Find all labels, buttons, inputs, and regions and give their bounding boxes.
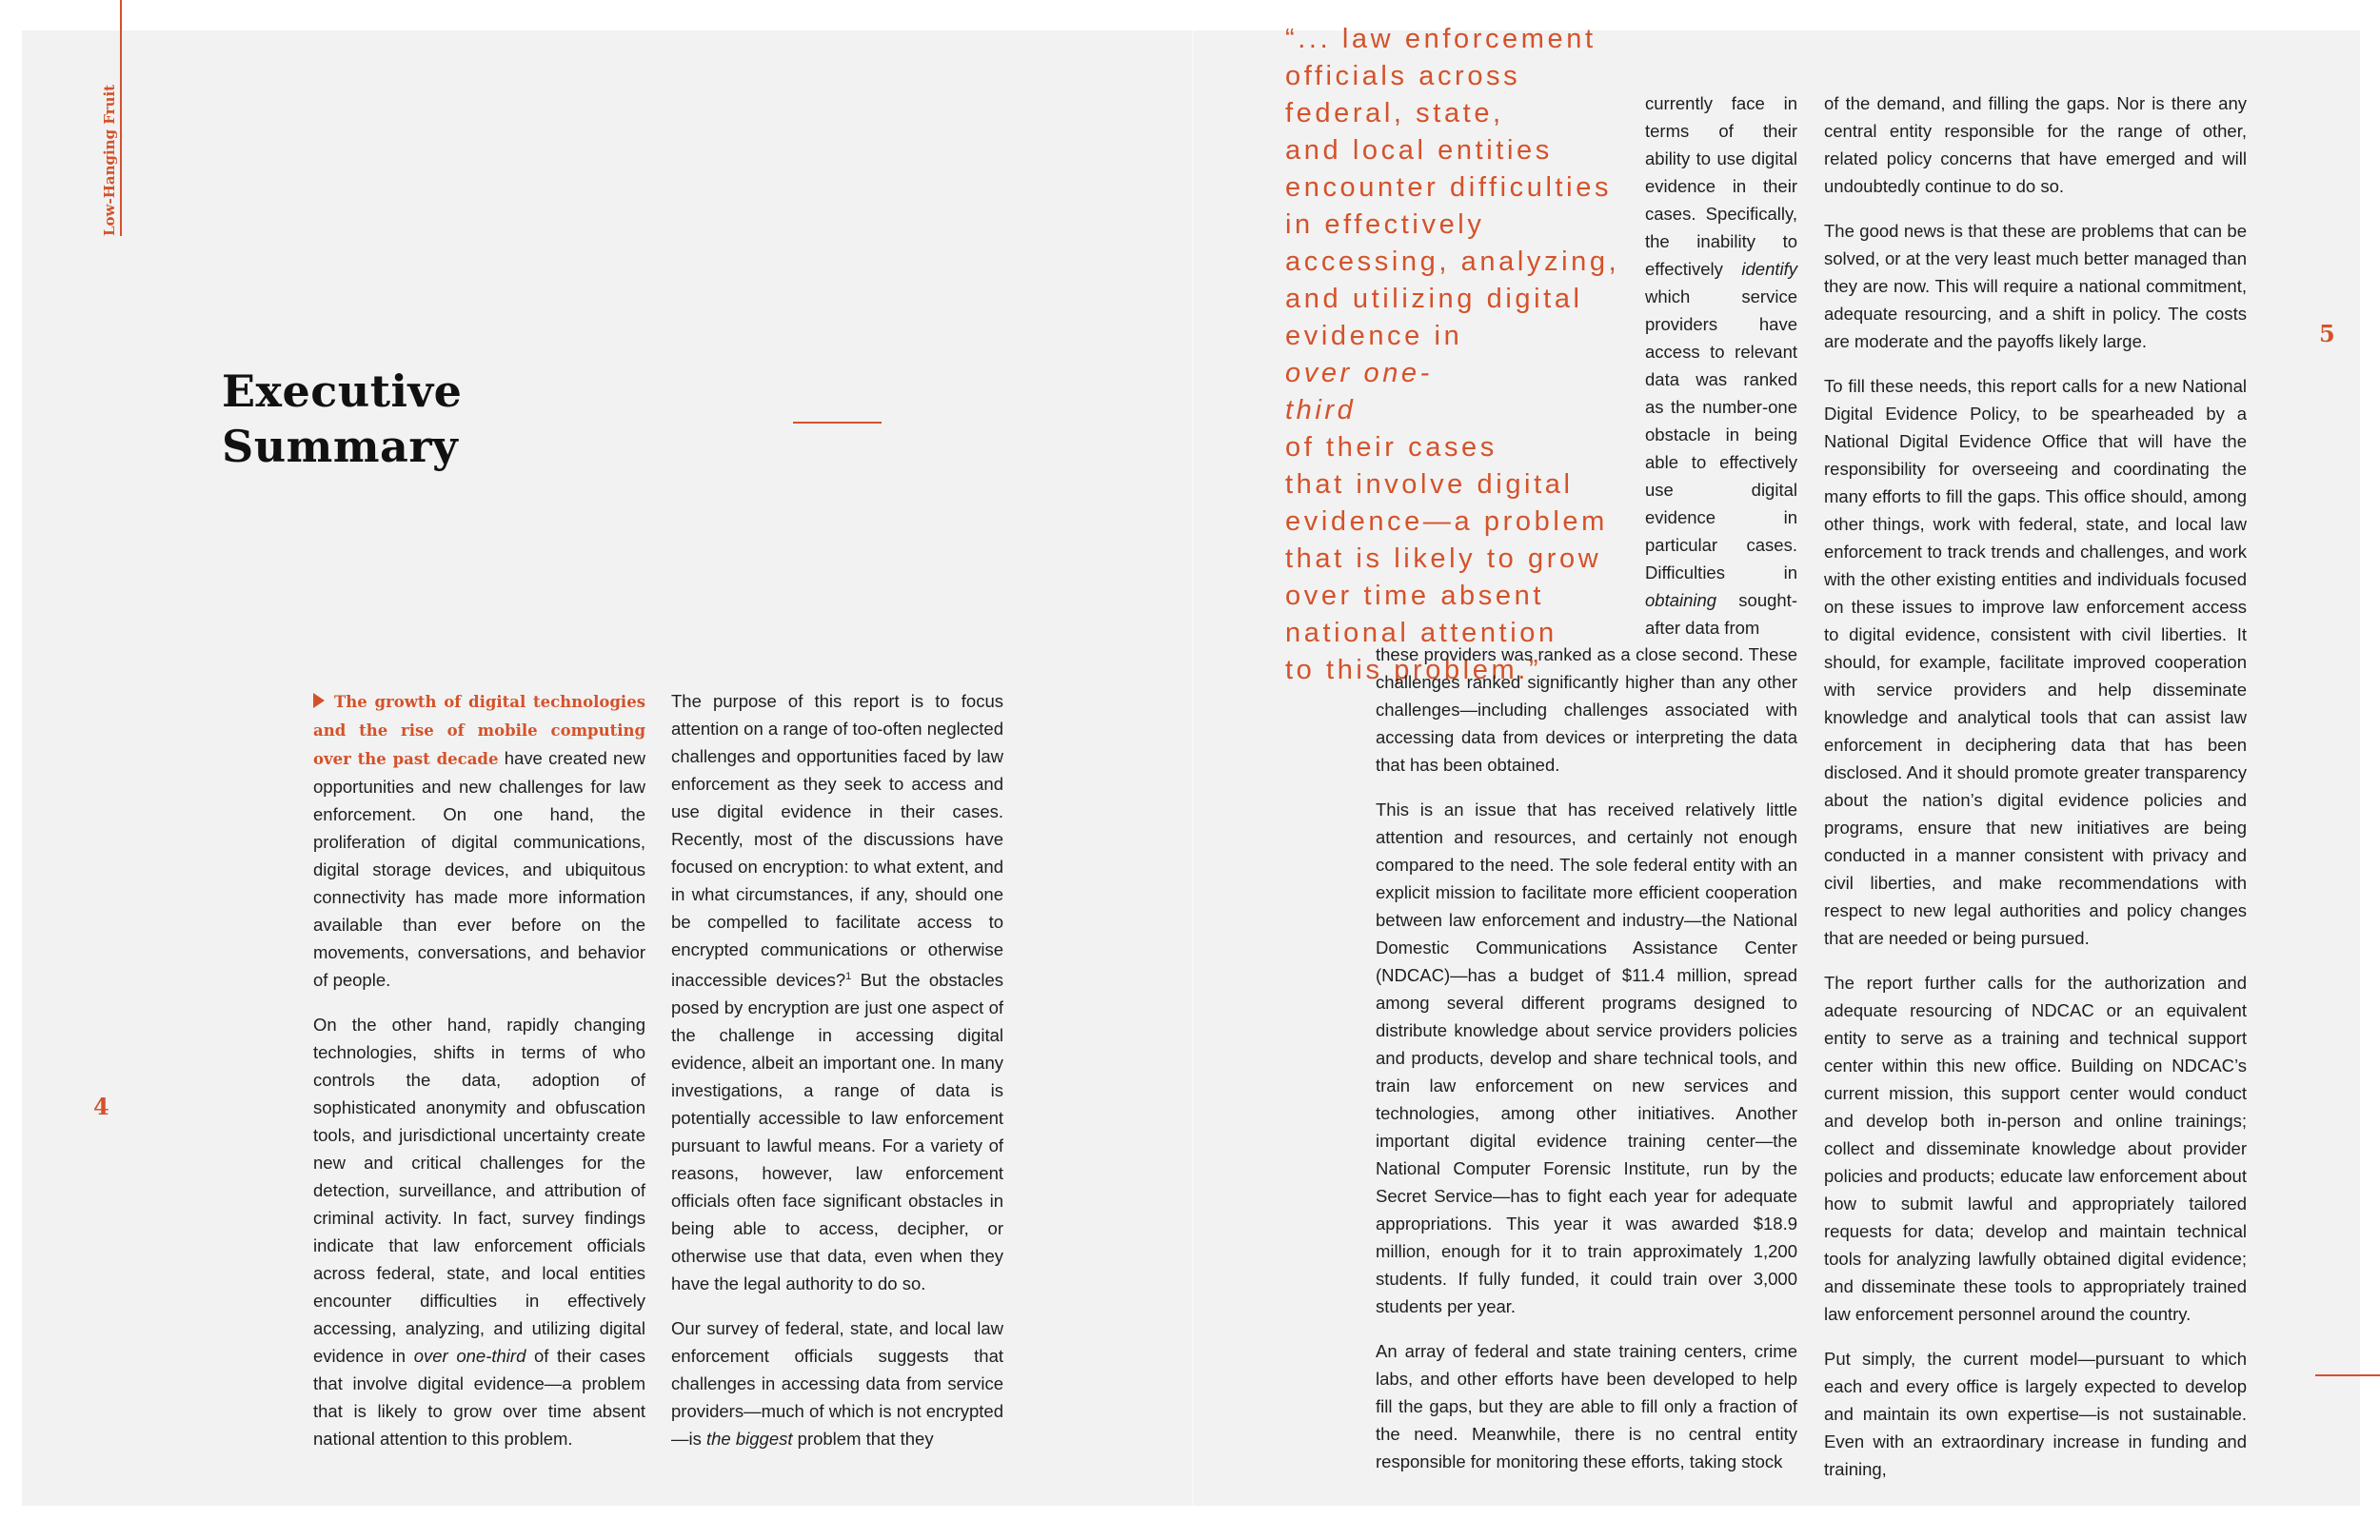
running-head-rule xyxy=(120,0,122,236)
quote-emphasis: over one- xyxy=(1285,358,1433,388)
lead-in: The growth of digital technologies and the rise of mobile computing over the past decade xyxy=(313,693,645,768)
quote-line: “... law enforcement xyxy=(1285,24,1597,54)
quote-line: federal, state, xyxy=(1285,98,1504,128)
emphasis: over one-third xyxy=(413,1346,526,1366)
pull-quote xyxy=(1285,21,1647,689)
paragraph-text: On the other hand, rapidly changing technologies, shifts in terms of who controls the data, adoption of sophisticated anonymity and obfuscation tools, and jurisdictional uncertainty create new and critical challenges for the detection, surveillance, and attribution of criminal activity. In fact, survey findings indicate that law enforcement officials across federal, state, and local entities encounter difficulties in effectively accessing, analyzing, and utilizing digital evidence in xyxy=(313,1015,645,1366)
column-1 xyxy=(313,687,645,1470)
page-number-left: 4 xyxy=(93,1093,109,1120)
paragraph: The report further calls for the authorization and adequate resourcing of NDCAC or an equivalent entity to serve as a training and technical support center within this new office. Building on NDCAC’s current mission, this support center would conduct and develop both in-person and online trainings; collect and disseminate knowledge about provider policies and products; educate law enforcement about how to submit lawful and appropriately tailored requests for data; develop and maintain technical tools for analyzing lawfully obtained digital evidence; and disseminate these tools to appropriately trained law enforcement personnel around the country. xyxy=(1824,973,2247,1324)
margin-rule xyxy=(2315,1374,2380,1376)
paragraph xyxy=(313,1011,645,1452)
title-line-1: Executive xyxy=(222,365,463,417)
paragraph-text: sought-after data from xyxy=(1645,590,1797,638)
quote-line: and local entities xyxy=(1285,135,1553,166)
paragraph-text: problem that they xyxy=(792,1429,934,1450)
paragraph xyxy=(671,687,1003,1297)
paragraph: The good news is that these are problems that can be solved, or at the very least much better managed than they are now. This will require a national commitment, adequate resourcing, and a shift in policy. The costs are moderate and the payoffs likely large. xyxy=(1824,221,2247,351)
quote-line: officials across xyxy=(1285,61,1521,91)
title-rule xyxy=(793,422,882,424)
quote-line: over time absent xyxy=(1285,581,1544,611)
quote-line: national attention xyxy=(1285,618,1557,648)
quote-line: that is likely to grow xyxy=(1285,543,1602,574)
quote-line: encounter difficulties xyxy=(1285,172,1613,203)
paragraph-text: Our survey of federal, state, and local law enforcement officials suggests that challenges in accessing data from service providers—much of which is not encrypted—is xyxy=(671,1318,1003,1450)
gutter xyxy=(1192,30,1194,1506)
emphasis: the biggest xyxy=(706,1429,793,1450)
quote-line xyxy=(1285,392,1647,466)
quote-text: evidence in xyxy=(1285,321,1463,351)
paragraph-text: The purpose of this report is to focus attention on a range of too-often neglected challenges and opportunities faced by law enforcement as they seek to access and use digital evidence in their cases. Recently, most of the discussions have focused on encryption: to what extent, and in what circumstances, if any, should one be compelled to facilitate access to encrypted communications or otherwise inaccessible devices? xyxy=(671,691,1003,991)
quote-line: accessing, analyzing, xyxy=(1285,247,1620,277)
quote-line: and utilizing digital xyxy=(1285,284,1583,314)
running-head: Low-Hanging Fruit xyxy=(101,84,118,236)
paragraph: Put simply, the current model—pursuant to which each and every office is largely expected to develop and maintain its own expertise—is not sustainable. Even with an extraordinary increase in funding and training, xyxy=(1824,1349,2247,1479)
page-title xyxy=(222,364,462,474)
emphasis: identify xyxy=(1741,259,1797,279)
quote-emphasis: third xyxy=(1285,395,1357,425)
column-2 xyxy=(671,687,1003,1470)
column-3-wrap xyxy=(1645,89,1797,642)
footnote-ref[interactable]: 1 xyxy=(845,971,852,982)
paragraph-text: have created new opportunities and new challenges for law enforcement. On one hand, the proliferation of digital communications, digital storage devices, and ubiquitous connectivity has made more information available than ever before on the movements, conversations, and behavior of people. xyxy=(313,748,645,990)
paragraph: these providers was ranked as a close second. These challenges ranked significantly higher than any other challenges—including challenges associated with accessing data from devices or interpreting the data that has been obtained. xyxy=(1376,644,1797,775)
quote-line: to this problem.” xyxy=(1285,655,1542,685)
paragraph-text: But the obstacles posed by encryption are just one aspect of the challenge in accessing digital evidence, albeit an important one. In many investigations, a range of data is potentially accessible to law enforcement pursuant to lawful means. For a variety of reasons, however, law enforcement officials often face significant obstacles in being able to access, decipher, or otherwise use that data, even when they have the legal authority to do so. xyxy=(671,970,1003,1294)
paragraph: An array of federal and state training centers, crime labs, and other efforts have been developed to help fill the gaps, but they are able to fill only a fraction of the need. Meanwhile, there is no central entity responsible for monitoring these efforts, taking stock xyxy=(1376,1341,1797,1471)
paragraph: To fill these needs, this report calls for a new National Digital Evidence Policy, to be spearheaded by a National Digital Evidence Office that will have the responsibility for overseeing and coordinating the many efforts to fill the gaps. This office should, among other things, work with federal, state, and local law enforcement to track trends and challenges, and work with the other existing entities and individuals focused on these issues to improve law enforcement access to digital evidence, consistent with civil liberties. It should, for example, facilitate improved cooperation with service providers and help disseminate knowledge and analytical tools that can assist law enforcement in deciphering data that has been disclosed. And it should promote greater transparency about the nation’s digital evidence policies and programs, ensure that new initiatives are being conducted in a manner consistent with privacy and civil liberties, and make recommendations with respect to new legal authorities and policy changes that are needed or being pursued. xyxy=(1824,376,2247,948)
paragraph: This is an issue that has received relatively little attention and resources, and certainly not enough compared to the need. The sole federal entity with an explicit mission to facilitate more efficient cooperation between law enforcement and industry—the National Domestic Communications Assistance Center (NDCAC)—has a budget of $11.4 million, spread among several different programs designed to distribute knowledge about service providers policies and products, develop and share technical tools, and train law enforcement on new services and technologies, among other initiatives. Another important digital evidence training center—the National Computer Forensic Institute, run by the Secret Service—has to fight each year for adequate appropriations. This year it was awarded $18.9 million, enough for it to train approximately 1,200 students. If fully funded, it could train over 3,000 students per year. xyxy=(1376,800,1797,1316)
triangle-bullet-icon xyxy=(313,693,325,708)
paragraph xyxy=(313,687,645,994)
column-4 xyxy=(1824,89,2247,1500)
quote-line xyxy=(1285,318,1647,392)
title-line-2: Summary xyxy=(222,421,459,472)
paragraph xyxy=(671,1314,1003,1452)
quote-text: of their cases xyxy=(1285,432,1497,463)
paragraph: of the demand, and filling the gaps. Nor is there any central entity responsible for the range of other, related policy concerns that have emerged and will undoubtedly continue to do so. xyxy=(1824,93,2247,196)
emphasis: obtaining xyxy=(1645,590,1717,610)
paragraph-text: of their cases that involve digital evidence—a problem that is likely to grow over time absent national attention to this problem. xyxy=(313,1346,645,1449)
page-number-right: 5 xyxy=(2319,320,2335,347)
paragraph-text: which service providers have access to relevant data was ranked as the number-one obstacle in being able to effectively use digital evidence in particular cases. Difficulties in xyxy=(1645,286,1797,582)
column-3 xyxy=(1376,641,1797,1492)
quote-line: that involve digital xyxy=(1285,469,1574,500)
quote-line: in effectively xyxy=(1285,209,1485,240)
paragraph-text: currently face in terms of their ability to use digital evidence in their cases. Specifically, the inability to effectively xyxy=(1645,93,1797,279)
quote-line: evidence—a problem xyxy=(1285,506,1608,537)
